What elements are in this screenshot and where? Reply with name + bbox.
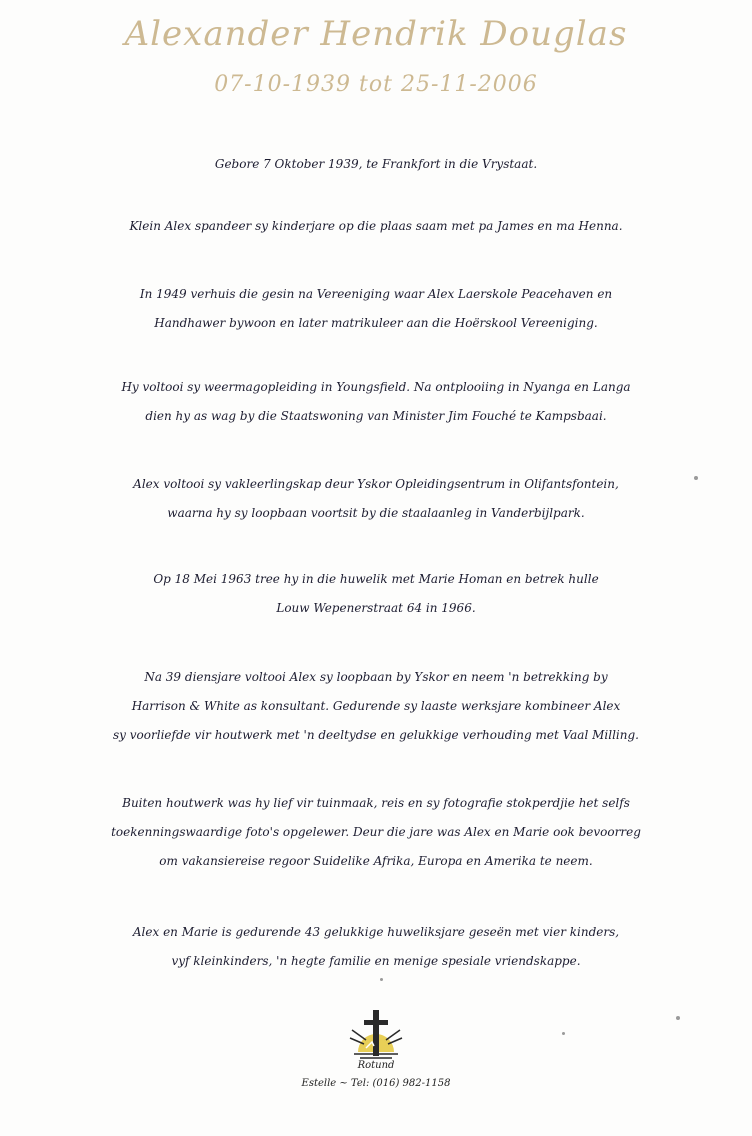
biography-paragraph-1 bbox=[6, 150, 746, 179]
biography-paragraph-4 bbox=[6, 373, 746, 431]
scan-speck bbox=[562, 1032, 565, 1035]
paragraph-line: Alex voltooi sy vakleerlingskap deur Yskor Opleidingsentrum in Olifantsfontein, bbox=[133, 477, 619, 491]
paragraph-line: om vakansiereise regoor Suidelike Afrika, Europa en Amerika te neem. bbox=[159, 854, 593, 868]
paragraph-line: Harrison & White as konsultant. Gedurende sy laaste werksjare kombineer Alex bbox=[131, 699, 621, 713]
paragraph-line: Buiten houtwerk was hy lief vir tuinmaak, reis en sy fotografie stokperdjie het selfs bbox=[122, 796, 630, 810]
biography-paragraph-8 bbox=[6, 789, 746, 876]
designer-credit: Rotund bbox=[357, 1060, 395, 1071]
paragraph-line: dien hy as wag by die Staatswoning van Minister Jim Fouché te Kampsbaai. bbox=[145, 409, 607, 423]
biography-paragraph-3 bbox=[6, 280, 746, 338]
scan-speck bbox=[380, 978, 383, 981]
paragraph-line: Louw Wepenerstraat 64 in 1966. bbox=[276, 601, 476, 615]
paragraph-line: Op 18 Mei 1963 tree hy in die huwelik met Marie Homan en betrek hulle bbox=[153, 572, 599, 586]
cross-sunrise-logo-icon bbox=[344, 1008, 408, 1062]
paragraph-line: Alex en Marie is gedurende 43 gelukkige huweliksjare geseën met vier kinders, bbox=[132, 925, 620, 939]
biography-paragraph-7 bbox=[6, 663, 746, 750]
paragraph-line: sy voorliefde vir houtwerk met 'n deeltydse en gelukkige verhouding met Vaal Milling. bbox=[113, 728, 639, 742]
paragraph-line: toekenningswaardige foto's opgelewer. Deur die jare was Alex en Marie ook bevoorreg bbox=[111, 825, 641, 839]
biography-paragraph-6 bbox=[6, 565, 746, 623]
memorial-name-heading: Alexander Hendrik Douglas bbox=[124, 14, 628, 54]
paragraph-line: vyf kleinkinders, 'n hegte familie en menige spesiale vriendskappe. bbox=[171, 954, 581, 968]
paragraph-line: Klein Alex spandeer sy kinderjare op die plaas saam met pa James en ma Henna. bbox=[129, 219, 623, 233]
contact-line: Estelle ~ Tel: (016) 982-1158 bbox=[301, 1078, 451, 1089]
biography-paragraph-9 bbox=[6, 918, 746, 976]
biography-paragraph-5 bbox=[6, 470, 746, 528]
scan-speck bbox=[676, 1016, 680, 1020]
paragraph-line: Gebore 7 Oktober 1939, te Frankfort in die Vrystaat. bbox=[214, 157, 538, 171]
paragraph-line: Hy voltooi sy weermagopleiding in Youngsfield. Na ontplooiing in Nyanga en Langa bbox=[121, 380, 631, 394]
paragraph-line: Na 39 diensjare voltooi Alex sy loopbaan by Yskor en neem 'n betrekking by bbox=[144, 670, 608, 684]
life-dates: 07-10-1939 tot 25-11-2006 bbox=[214, 72, 538, 97]
scan-speck bbox=[694, 476, 698, 480]
paragraph-line: waarna hy sy loopbaan voortsit by die staalaanleg in Vanderbijlpark. bbox=[167, 506, 585, 520]
paragraph-line: Handhawer bywoon en later matrikuleer aan die Hoërskool Vereeniging. bbox=[154, 316, 598, 330]
paragraph-line: In 1949 verhuis die gesin na Vereeniging waar Alex Laerskole Peacehaven en bbox=[139, 287, 613, 301]
biography-paragraph-2 bbox=[6, 212, 746, 241]
